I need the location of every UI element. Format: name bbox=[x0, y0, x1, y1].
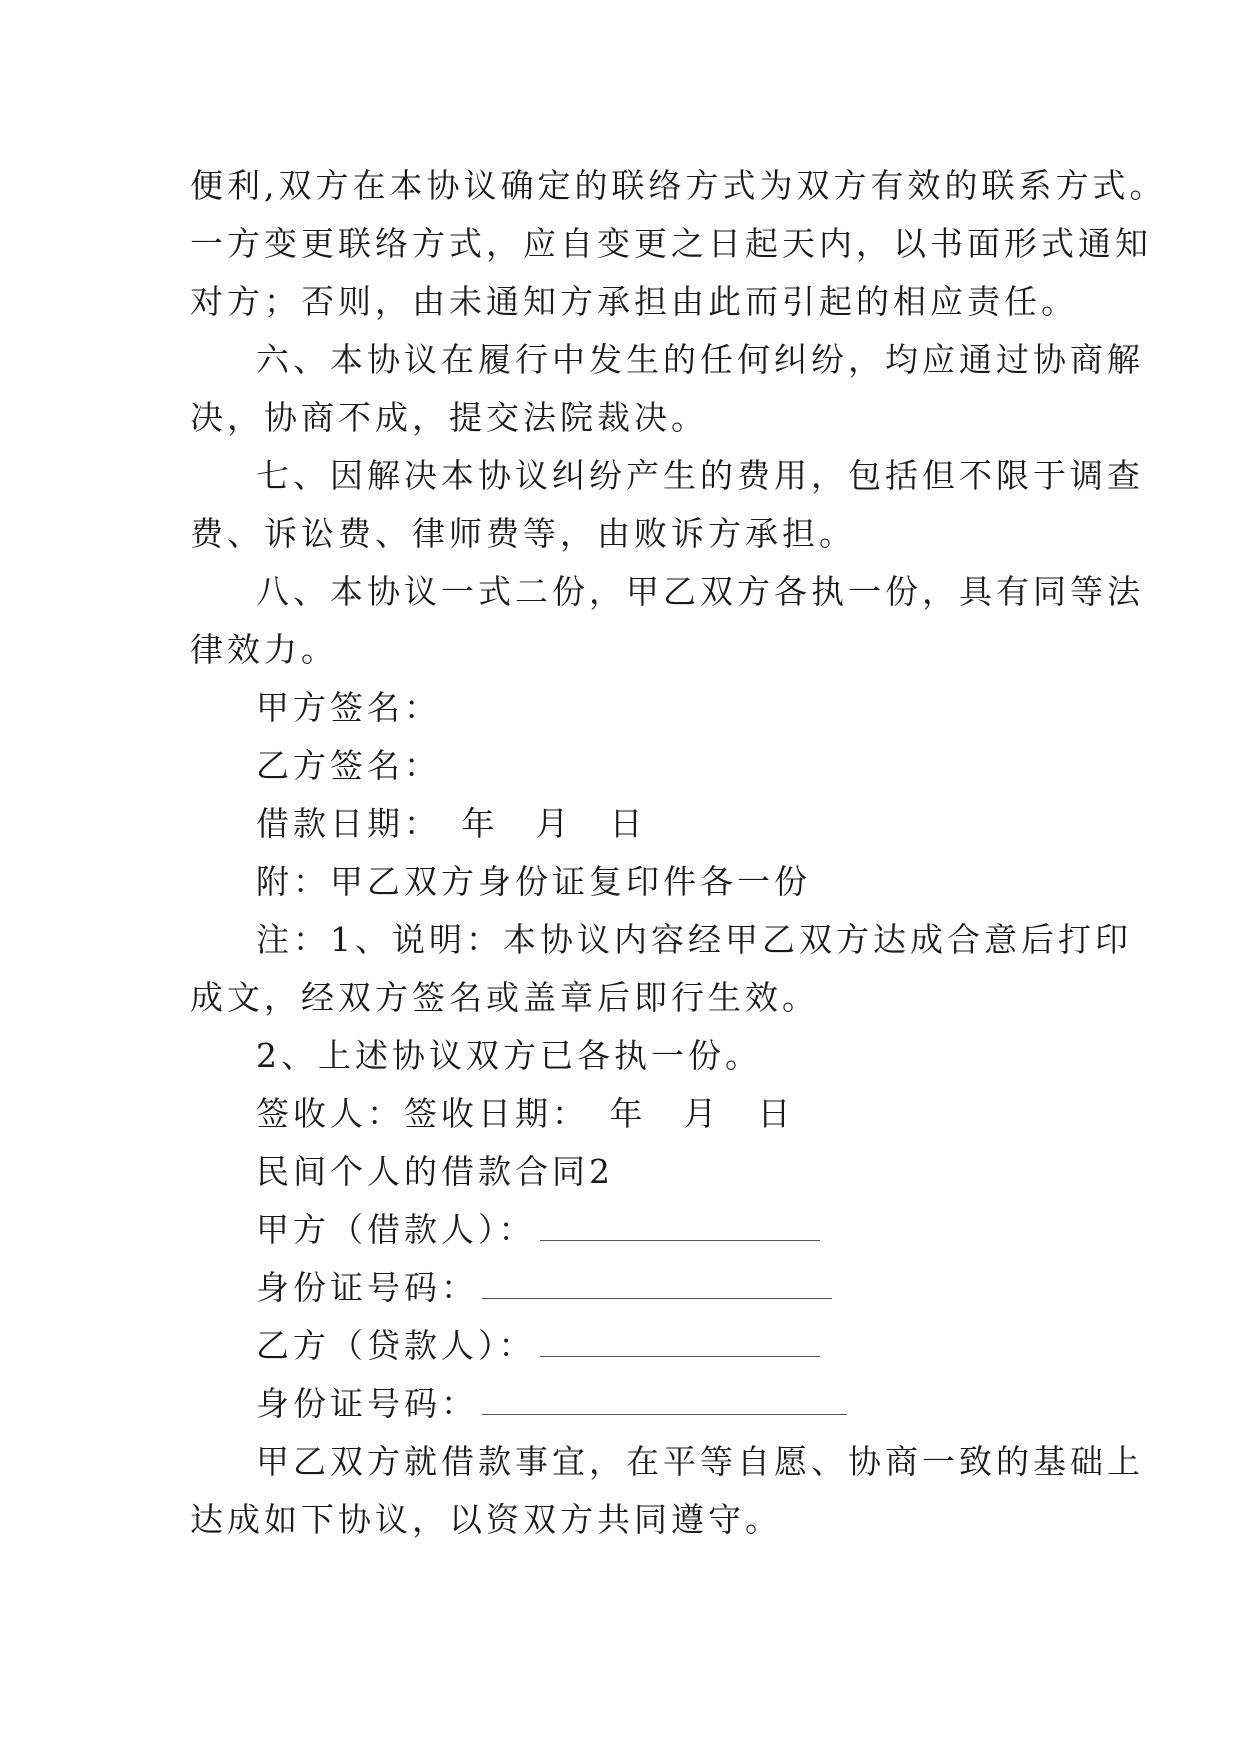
paragraph-line: 成文，经双方签名或盖章后即行生效。 bbox=[190, 978, 819, 1017]
attachment-note: 附：甲乙双方身份证复印件各一份 bbox=[256, 862, 811, 901]
document-body bbox=[190, 157, 1167, 1549]
paragraph-line: 便利,双方在本协议确定的联络方式为双方有效的联系方式。 bbox=[190, 166, 1167, 205]
note-line: 2、上述协议双方已各执一份。 bbox=[256, 1036, 762, 1075]
borrower-id-field bbox=[190, 1259, 1090, 1317]
borrower-field bbox=[190, 1201, 1090, 1259]
lender-id-blank bbox=[482, 1384, 847, 1415]
paragraph-line: 决，协商不成，提交法院裁决。 bbox=[190, 398, 708, 437]
borrower-id-label: 身份证号码： bbox=[256, 1268, 478, 1307]
lender-id-field bbox=[190, 1375, 1090, 1433]
paragraph-line: 一方变更联络方式，应自变更之日起天内，以书面形式通知 bbox=[190, 224, 1152, 263]
paragraph-line: 费、诉讼费、律师费等，由败诉方承担。 bbox=[190, 514, 856, 553]
borrower-blank bbox=[540, 1210, 820, 1241]
lender-blank bbox=[540, 1326, 820, 1357]
paragraph-line: 达成如下协议，以资双方共同遵守。 bbox=[190, 1500, 782, 1539]
paragraph-line: 对方；否则，由未通知方承担由此而引起的相应责任。 bbox=[190, 282, 1078, 321]
borrower-label: 甲方（借款人）： bbox=[256, 1210, 536, 1249]
note-line: 注：1、说明：本协议内容经甲乙双方达成合意后打印 bbox=[256, 920, 1132, 959]
clause-six: 六、本协议在履行中发生的任何纠纷，均应通过协商解 bbox=[256, 340, 1144, 379]
clause-seven: 七、因解决本协议纠纷产生的费用，包括但不限于调查 bbox=[256, 456, 1144, 495]
lender-label: 乙方（贷款人）： bbox=[256, 1326, 536, 1365]
lender-id-label: 身份证号码： bbox=[256, 1384, 478, 1423]
receipt-line: 签收人：签收日期： 年 月 日 bbox=[256, 1094, 795, 1133]
party-b-signature: 乙方签名： bbox=[256, 746, 441, 785]
party-a-signature: 甲方签名： bbox=[256, 688, 441, 727]
clause-eight: 八、本协议一式二份，甲乙双方各执一份，具有同等法 bbox=[256, 572, 1144, 611]
agreement-intro: 甲乙双方就借款事宜，在平等自愿、协商一致的基础上 bbox=[256, 1442, 1144, 1481]
lender-field bbox=[190, 1317, 1090, 1375]
loan-date: 借款日期： 年 月 日 bbox=[256, 804, 647, 843]
section-title: 民间个人的借款合同2 bbox=[256, 1152, 614, 1191]
paragraph-line: 律效力。 bbox=[190, 630, 338, 669]
borrower-id-blank bbox=[482, 1268, 832, 1299]
